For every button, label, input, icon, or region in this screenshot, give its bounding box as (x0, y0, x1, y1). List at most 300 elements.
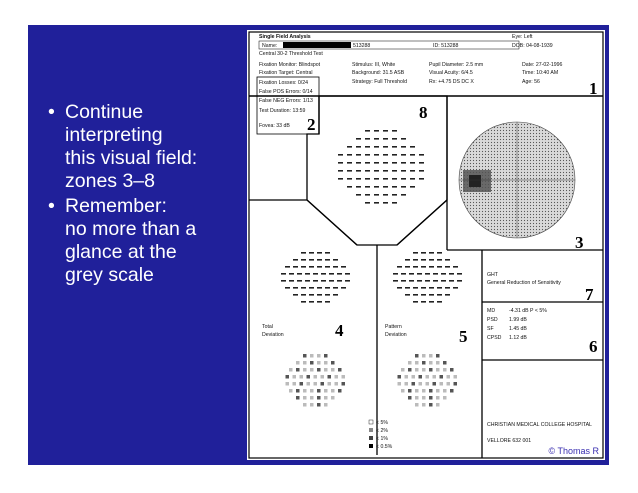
pattern-deviation-prob-mark (415, 389, 419, 393)
threshold-mark (383, 170, 388, 172)
total-deviation-prob-mark (303, 368, 307, 372)
pattern-deviation-mark (453, 287, 458, 289)
total-deviation-mark (301, 294, 306, 296)
threshold-mark (383, 130, 388, 132)
threshold-mark (347, 170, 352, 172)
threshold-mark (365, 178, 370, 180)
total-deviation-mark (317, 252, 322, 254)
probability-legend (369, 420, 393, 450)
bullet-line: grey scale (65, 264, 154, 286)
pattern-deviation-mark (449, 280, 454, 282)
pattern-deviation-prob-mark (415, 354, 419, 358)
bullet-line: Remember: (65, 195, 167, 217)
pattern-deviation-mark (425, 273, 430, 275)
pattern-deviation-prob-mark (433, 382, 437, 386)
total-deviation-prob-mark (317, 396, 321, 400)
total-deviation-prob-mark (303, 354, 307, 358)
total-deviation-mark (309, 259, 314, 261)
pattern-deviation-prob-mark (433, 375, 437, 379)
threshold-mark (365, 154, 370, 156)
total-deviation-prob-mark (324, 403, 328, 407)
pattern-deviation-mark (445, 294, 450, 296)
threshold-mark (401, 186, 406, 188)
threshold-mark (383, 194, 388, 196)
threshold-mark (392, 130, 397, 132)
pattern-deviation-prob-mark (454, 382, 458, 386)
threshold-mark (392, 138, 397, 140)
threshold-mark (374, 202, 379, 204)
pattern-deviation-mark (433, 280, 438, 282)
legend-1: < 1% (376, 436, 388, 442)
threshold-mark (374, 138, 379, 140)
bullet-line: glance at the (65, 241, 177, 263)
pattern-deviation-mark (413, 301, 418, 303)
pattern-deviation-prob-mark (405, 375, 409, 379)
false-pos: False POS Errors: 0/14 (259, 89, 313, 95)
total-deviation-mark (329, 273, 334, 275)
total-deviation-label: Total (262, 324, 273, 330)
total-deviation-mark (293, 259, 298, 261)
pattern-deviation-mark (421, 252, 426, 254)
pattern-deviation-mark (413, 266, 418, 268)
pattern-deviation-prob-mark (429, 361, 433, 365)
total-deviation-prob-mark (335, 375, 339, 379)
total-deviation-prob-mark (328, 382, 332, 386)
pattern-deviation-prob-mark (422, 354, 426, 358)
threshold-mark (365, 170, 370, 172)
printout-drawing (247, 30, 605, 460)
visual-field-printout (247, 30, 605, 460)
pattern-deviation-mark (401, 280, 406, 282)
total-deviation-mark (309, 252, 314, 254)
threshold-mark (401, 194, 406, 196)
index-label: CPSD (487, 335, 502, 341)
total-deviation-prob-mark (342, 375, 346, 379)
index-value: -4.31 dB P < 5% (509, 308, 547, 314)
pattern-deviation-prob-mark (429, 368, 433, 372)
pattern-deviation-prob-mark (436, 361, 440, 365)
total-deviation-prob-mark (324, 389, 328, 393)
threshold-mark (392, 202, 397, 204)
pattern-deviation-mark (453, 266, 458, 268)
total-deviation-prob-mark (296, 396, 300, 400)
total-deviation-prob-mark (310, 396, 314, 400)
hospital-city: VELLORE 632 001 (487, 438, 532, 444)
divider-zone-4 (249, 200, 357, 245)
bullet-line: no more than a (65, 218, 197, 240)
total-deviation-mark (309, 287, 314, 289)
threshold-mark (374, 178, 379, 180)
threshold-mark (338, 178, 343, 180)
pattern-deviation-prob-mark (436, 354, 440, 358)
pattern-deviation-mark (445, 287, 450, 289)
pattern-deviation-prob-mark (422, 368, 426, 372)
total-deviation-mark (301, 266, 306, 268)
total-deviation-mark (333, 259, 338, 261)
total-deviation-prob-mark (296, 368, 300, 372)
total-deviation-mark (325, 301, 330, 303)
total-deviation-mark (317, 301, 322, 303)
pattern-deviation-prob-mark (419, 382, 423, 386)
threshold-mark (392, 186, 397, 188)
total-deviation-mark (337, 280, 342, 282)
bullet-line: Continue (65, 101, 144, 123)
pattern-deviation-prob-mark (426, 375, 430, 379)
threshold-mark (347, 186, 352, 188)
bullet-marker: • (48, 101, 55, 123)
pattern-deviation-mark (413, 294, 418, 296)
zone-label-1: 1 (589, 79, 598, 98)
pattern-deviation-prob-mark (408, 361, 412, 365)
total-deviation-mark (317, 287, 322, 289)
threshold-mark (356, 162, 361, 164)
threshold-mark (392, 162, 397, 164)
legend-05: < 0.5% (376, 444, 393, 450)
pattern-deviation-mark (429, 252, 434, 254)
threshold-mark (383, 146, 388, 148)
total-deviation-prob-mark (314, 382, 318, 386)
total-deviation-prob-mark (303, 361, 307, 365)
threshold-mark (347, 154, 352, 156)
total-deviation-mark (309, 294, 314, 296)
pattern-deviation-mark (457, 273, 462, 275)
test-name: Central 30-2 Threshold Test (259, 51, 323, 57)
pattern-deviation-prob-mark (398, 382, 402, 386)
pattern-deviation-mark (437, 266, 442, 268)
pattern-deviation-mark (421, 266, 426, 268)
total-deviation-prob-mark (310, 354, 314, 358)
threshold-mark (383, 202, 388, 204)
pattern-deviation-prob-mark (440, 375, 444, 379)
threshold-mark (374, 130, 379, 132)
total-deviation-mark (333, 294, 338, 296)
total-deviation-prob-mark (286, 382, 290, 386)
threshold-mark (365, 186, 370, 188)
pattern-deviation-mark (429, 259, 434, 261)
pattern-deviation-mark (421, 259, 426, 261)
total-deviation-prob-mark (331, 396, 335, 400)
pattern-deviation-prob-mark (415, 361, 419, 365)
pattern-deviation-prob-mark (415, 403, 419, 407)
total-deviation-prob-mark (324, 354, 328, 358)
threshold-mark (410, 170, 415, 172)
acuity: Visual Acuity: 6/4.5 (429, 70, 473, 76)
threshold-mark (410, 162, 415, 164)
zone-label-6: 6 (589, 337, 598, 356)
pattern-deviation-mark (449, 273, 454, 275)
pattern-deviation-probability (398, 354, 458, 407)
threshold-mark (410, 154, 415, 156)
pattern-deviation-mark (401, 273, 406, 275)
total-deviation-prob-mark (307, 382, 311, 386)
pattern-deviation-mark (437, 259, 442, 261)
name-label: Name: (262, 43, 278, 49)
total-deviation-mark (301, 301, 306, 303)
total-deviation-prob-mark (321, 375, 325, 379)
threshold-mark (401, 178, 406, 180)
total-deviation-mark (317, 259, 322, 261)
pattern-deviation-mark (441, 273, 446, 275)
threshold-mark (356, 138, 361, 140)
total-deviation-prob-mark (303, 403, 307, 407)
dob: DOB: 04-08-1939 (512, 43, 553, 49)
total-deviation-prob-mark (328, 375, 332, 379)
threshold-grid (338, 130, 424, 204)
threshold-mark (383, 186, 388, 188)
total-deviation-prob-mark (286, 375, 290, 379)
rx: Rx: +4.75 DS DC X (429, 79, 474, 85)
pattern-deviation-grid (393, 252, 462, 303)
pattern-deviation-mark (433, 273, 438, 275)
pattern-deviation-mark (445, 259, 450, 261)
total-deviation-mark (301, 259, 306, 261)
total-deviation-label: Deviation (262, 332, 284, 338)
pattern-deviation-prob-mark (436, 368, 440, 372)
threshold-mark (383, 154, 388, 156)
pattern-deviation-prob-mark (408, 389, 412, 393)
threshold-mark (374, 146, 379, 148)
total-deviation-mark (305, 273, 310, 275)
threshold-mark (419, 154, 424, 156)
pattern-deviation-mark (441, 280, 446, 282)
background: Background: 31.5 ASB (352, 70, 405, 76)
pattern-deviation-label: Pattern (385, 324, 402, 330)
total-deviation-prob-mark (324, 396, 328, 400)
total-deviation-mark (309, 301, 314, 303)
total-deviation-mark (325, 287, 330, 289)
total-deviation-prob-mark (321, 382, 325, 386)
total-deviation-prob-mark (317, 389, 321, 393)
total-deviation-mark (313, 280, 318, 282)
pattern-deviation-prob-mark (429, 389, 433, 393)
total-deviation-prob-mark (342, 382, 346, 386)
total-deviation-prob-mark (307, 375, 311, 379)
pattern-deviation-mark (413, 287, 418, 289)
total-deviation-mark (341, 266, 346, 268)
pattern-deviation-prob-mark (408, 396, 412, 400)
bullet-item (48, 101, 248, 193)
threshold-mark (374, 162, 379, 164)
zone-label-8: 8 (419, 103, 428, 122)
pattern-deviation-prob-mark (443, 368, 447, 372)
pattern-deviation-prob-mark (429, 396, 433, 400)
pattern-deviation-prob-mark (447, 375, 451, 379)
pattern-deviation-prob-mark (415, 396, 419, 400)
total-deviation-prob-mark (317, 403, 321, 407)
time: Time: 10:40 AM (522, 70, 559, 76)
threshold-mark (356, 154, 361, 156)
total-deviation-mark (289, 273, 294, 275)
threshold-mark (383, 162, 388, 164)
total-deviation-mark (317, 294, 322, 296)
threshold-mark (338, 170, 343, 172)
zone-label-2: 2 (307, 115, 316, 134)
pattern-deviation-prob-mark (408, 368, 412, 372)
pattern-deviation-prob-mark (429, 403, 433, 407)
total-deviation-prob-mark (335, 382, 339, 386)
threshold-mark (419, 162, 424, 164)
id-label: ID: 513288 (433, 43, 459, 49)
pattern-deviation-prob-mark (436, 396, 440, 400)
redacted-name (283, 42, 351, 48)
pattern-deviation-mark (409, 273, 414, 275)
pattern-deviation-prob-mark (422, 389, 426, 393)
threshold-mark (401, 146, 406, 148)
pattern-deviation-mark (417, 280, 422, 282)
threshold-mark (338, 154, 343, 156)
pattern-deviation-prob-mark (422, 396, 426, 400)
index-label: SF (487, 326, 494, 332)
copyright-notice: © Thomas R (548, 446, 599, 456)
bullet-line: this visual field: (65, 147, 198, 169)
pattern-deviation-prob-mark (426, 382, 430, 386)
threshold-mark (356, 178, 361, 180)
total-deviation-prob-mark (331, 368, 335, 372)
index-label: MD (487, 308, 496, 314)
total-deviation-mark (333, 287, 338, 289)
total-deviation-mark (329, 280, 334, 282)
threshold-mark (356, 186, 361, 188)
pattern-deviation-prob-mark (401, 389, 405, 393)
pattern-deviation-prob-mark (415, 368, 419, 372)
total-deviation-mark (293, 266, 298, 268)
total-deviation-prob-mark (296, 361, 300, 365)
total-deviation-prob-mark (324, 361, 328, 365)
total-deviation-mark (289, 280, 294, 282)
pattern-deviation-mark (405, 294, 410, 296)
total-deviation-mark (345, 273, 350, 275)
pattern-deviation-mark (405, 266, 410, 268)
total-deviation-prob-mark (300, 382, 304, 386)
bullet-line: zones 3–8 (65, 170, 155, 192)
bullet-line: interpreting (65, 124, 163, 146)
total-deviation-prob-mark (300, 375, 304, 379)
date: Date: 27-02-1996 (522, 62, 563, 68)
threshold-mark (401, 162, 406, 164)
threshold-mark (392, 154, 397, 156)
threshold-mark (365, 202, 370, 204)
threshold-mark (419, 170, 424, 172)
pattern-deviation-mark (429, 301, 434, 303)
total-deviation-prob-mark (310, 403, 314, 407)
hospital-name: CHRISTIAN MEDICAL COLLEGE HOSPITAL (487, 422, 592, 428)
threshold-mark (383, 138, 388, 140)
false-neg: False NEG Errors: 1/13 (259, 98, 313, 104)
threshold-mark (374, 194, 379, 196)
grey-scale-plot (459, 122, 575, 238)
total-deviation-mark (325, 259, 330, 261)
total-deviation-mark (301, 252, 306, 254)
total-deviation-prob-mark (317, 368, 321, 372)
total-deviation-mark (321, 273, 326, 275)
total-deviation-mark (309, 266, 314, 268)
total-deviation-mark (317, 266, 322, 268)
threshold-mark (383, 178, 388, 180)
pattern-deviation-prob-mark (443, 396, 447, 400)
pattern-deviation-mark (421, 301, 426, 303)
index-label: PSD (487, 317, 498, 323)
stimulus: Stimulus: III, White (352, 62, 396, 68)
total-deviation-prob-mark (289, 389, 293, 393)
pattern-deviation-mark (397, 266, 402, 268)
pattern-deviation-prob-mark (412, 382, 416, 386)
bullet-list (48, 101, 248, 289)
age: Age: 56 (522, 79, 540, 85)
threshold-mark (401, 170, 406, 172)
threshold-mark (338, 162, 343, 164)
total-deviation-prob-mark (293, 382, 297, 386)
pattern-deviation-mark (429, 266, 434, 268)
pattern-deviation-label: Deviation (385, 332, 407, 338)
total-deviation-mark (325, 294, 330, 296)
threshold-mark (410, 178, 415, 180)
threshold-mark (374, 154, 379, 156)
pattern-deviation-mark (437, 252, 442, 254)
total-deviation-mark (313, 273, 318, 275)
threshold-mark (365, 162, 370, 164)
legend-5: < 5% (376, 420, 388, 426)
pupil: Pupil Diameter: 2.5 mm (429, 62, 484, 68)
total-deviation-prob-mark (303, 396, 307, 400)
threshold-mark (347, 178, 352, 180)
total-deviation-prob-mark (324, 368, 328, 372)
total-deviation-mark (293, 287, 298, 289)
bullet-marker: • (48, 195, 55, 217)
total-deviation-probability (286, 354, 346, 407)
threshold-mark (356, 146, 361, 148)
pattern-deviation-prob-mark (440, 382, 444, 386)
pattern-deviation-mark (417, 273, 422, 275)
pattern-deviation-mark (413, 259, 418, 261)
total-deviation-mark (325, 266, 330, 268)
pattern-deviation-prob-mark (454, 375, 458, 379)
fovea: Fovea: 33 dB (259, 123, 290, 129)
threshold-mark (365, 194, 370, 196)
total-deviation-mark (281, 280, 286, 282)
fixation-losses: Fixation Losses: 0/24 (259, 80, 309, 86)
total-deviation-prob-mark (293, 375, 297, 379)
threshold-mark (392, 170, 397, 172)
strategy: Strategy: Full Threshold (352, 79, 407, 85)
threshold-mark (410, 186, 415, 188)
pattern-deviation-prob-mark (398, 375, 402, 379)
fixation-target: Fixation Target: Central (259, 70, 313, 76)
threshold-mark (410, 146, 415, 148)
total-deviation-prob-mark (303, 389, 307, 393)
threshold-mark (356, 170, 361, 172)
pattern-deviation-mark (437, 301, 442, 303)
pattern-deviation-mark (393, 273, 398, 275)
divider-zone-5 (397, 200, 447, 245)
pattern-deviation-prob-mark (443, 389, 447, 393)
threshold-mark (365, 146, 370, 148)
threshold-mark (392, 178, 397, 180)
eye-label: Eye: Left (512, 34, 533, 40)
threshold-mark (401, 154, 406, 156)
total-deviation-prob-mark (296, 389, 300, 393)
total-deviation-mark (285, 287, 290, 289)
total-deviation-mark (325, 252, 330, 254)
zone-label-3: 3 (575, 233, 584, 252)
total-deviation-mark (337, 273, 342, 275)
patient-id: 513288 (353, 43, 371, 49)
pattern-deviation-mark (409, 280, 414, 282)
total-deviation-mark (305, 280, 310, 282)
threshold-mark (392, 194, 397, 196)
fixation-monitor: Fixation Monitor: Blindspot (259, 62, 321, 68)
total-deviation-prob-mark (338, 389, 342, 393)
threshold-mark (419, 178, 424, 180)
